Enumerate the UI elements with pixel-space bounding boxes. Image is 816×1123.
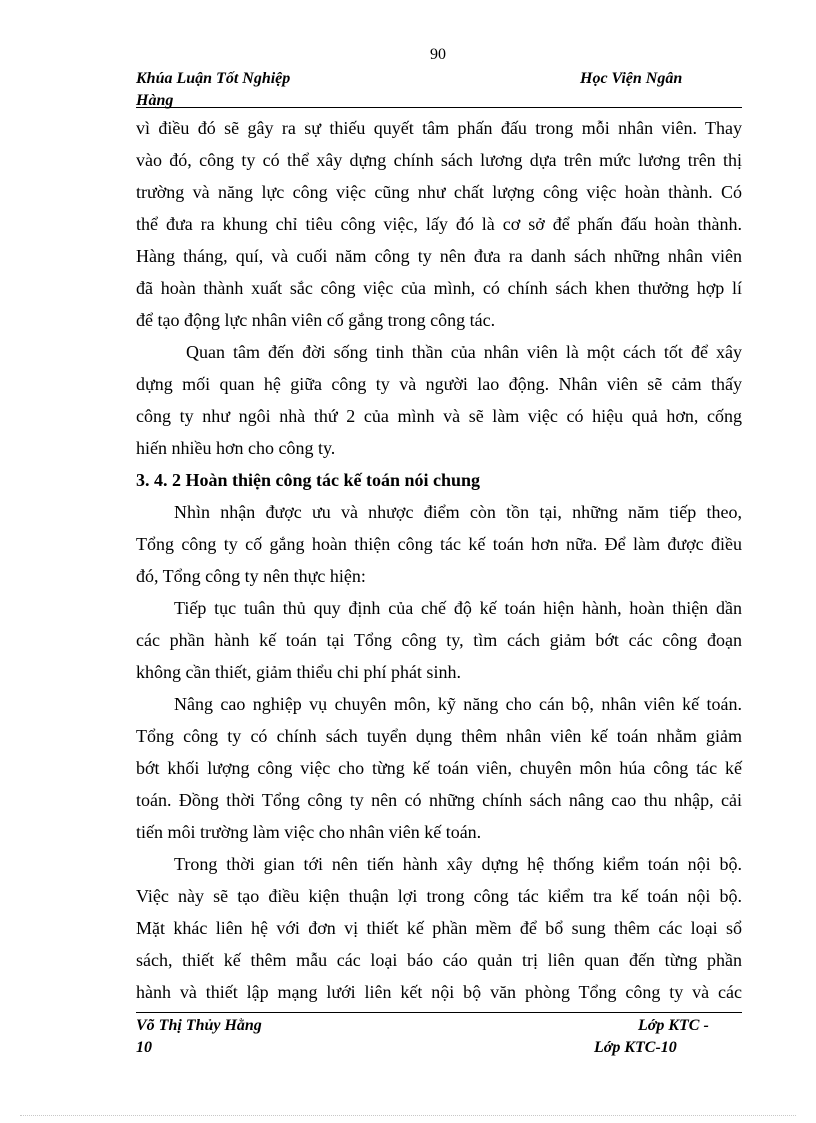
header-rule [136,107,742,108]
body-text [136,112,742,1008]
text-line: không cần thiết, giảm thiểu chi phí phát sinh. [136,662,461,682]
header-right-title: Học Viện Ngân [580,70,683,87]
text-line: các phần hành kế toán tại Tổng công ty, tìm cách giảm bớt các công đoạn [136,630,742,650]
footer-author-continued: 10 [136,1039,152,1056]
text-line: trường và năng lực công việc cũng như chất lượng công việc hoàn thành. Có [136,182,742,202]
text-line: dựng mối quan hệ giữa công ty và người lao động. Nhân viên sẽ cảm thấy [136,374,742,394]
footer-class: Lớp KTC - [638,1017,709,1034]
text-line: thể đưa ra khung chỉ tiêu công việc, lấy đó là cơ sở để phấn đấu hoàn thành. [136,214,742,234]
footer-author: Võ Thị Thủy Hằng [136,1017,262,1034]
text-line: đã hoàn thành xuất sắc công việc của mình, có chính sách khen thưởng hợp lí [136,278,742,298]
page-edge-dotted-line [20,1115,796,1116]
text-line: tiến môi trường làm việc cho nhân viên kế toán. [136,822,482,842]
text-line: Trong thời gian tới nên tiến hành xây dựng hệ thống kiểm toán nội bộ. [174,854,742,874]
text-line: công ty như ngôi nhà thứ 2 của mình và sẽ làm việc có hiệu quả hơn, cống [136,406,742,426]
text-line: sách, thiết kế thêm mẫu các loại báo cáo quản trị liên quan đến từng phần [136,950,742,970]
text-line: bớt khối lượng công việc cho từng kế toán viên, chuyên môn húa công tác kế [136,758,742,778]
text-line: Mặt khác liên hệ với đơn vị thiết kế phần mềm để bổ sung thêm các loại sổ [136,918,742,938]
text-line: vì điều đó sẽ gây ra sự thiếu quyết tâm phấn đấu trong mỗi nhân viên. Thay [136,118,742,138]
page-number: 90 [430,46,446,63]
text-line: hiến nhiều hơn cho công ty. [136,438,336,458]
footer-rule [136,1012,742,1013]
text-line: Nâng cao nghiệp vụ chuyên môn, kỹ năng cho cán bộ, nhân viên kế toán. [174,694,742,714]
header-left-title: Khúa Luận Tốt Nghiệp [136,70,291,87]
text-line: để tạo động lực nhân viên cố gắng trong công tác. [136,310,496,330]
text-line: Tổng công ty cố gắng hoàn thiện công tác kế toán hơn nữa. Để làm được điều [136,534,742,554]
text-line: Việc này sẽ tạo điều kiện thuận lợi trong công tác kiểm tra kế toán nội bộ. [136,886,742,906]
text-line: Hàng tháng, quí, và cuối năm công ty nên đưa ra danh sách những nhân viên [136,246,742,266]
header-left-title-continued: Hàng [136,92,174,109]
text-line: hành và thiết lập mạng lưới liên kết nội bộ văn phòng Tổng công ty và các [136,982,742,1002]
text-line: Tiếp tục tuân thủ quy định của chế độ kế toán hiện hành, hoàn thiện dần [174,598,742,618]
footer-class-continued: Lớp KTC-10 [594,1039,677,1056]
text-line: Tổng công ty có chính sách tuyển dụng thêm nhân viên kế toán nhằm giảm [136,726,742,746]
text-line: Quan tâm đến đời sống tinh thần của nhân viên là một cách tốt để xây [186,342,742,362]
section-heading: 3. 4. 2 Hoàn thiện công tác kế toán nói chung [136,470,481,490]
text-line: Nhìn nhận được ưu và nhược điểm còn tồn tại, những năm tiếp theo, [174,502,742,522]
text-line: đó, Tổng công ty nên thực hiện: [136,566,366,586]
text-line: toán. Đồng thời Tổng công ty nên có những chính sách nâng cao thu nhập, cải [136,790,742,810]
text-line: vào đó, công ty có thể xây dựng chính sách lương dựa trên mức lương trên thị [136,150,742,170]
